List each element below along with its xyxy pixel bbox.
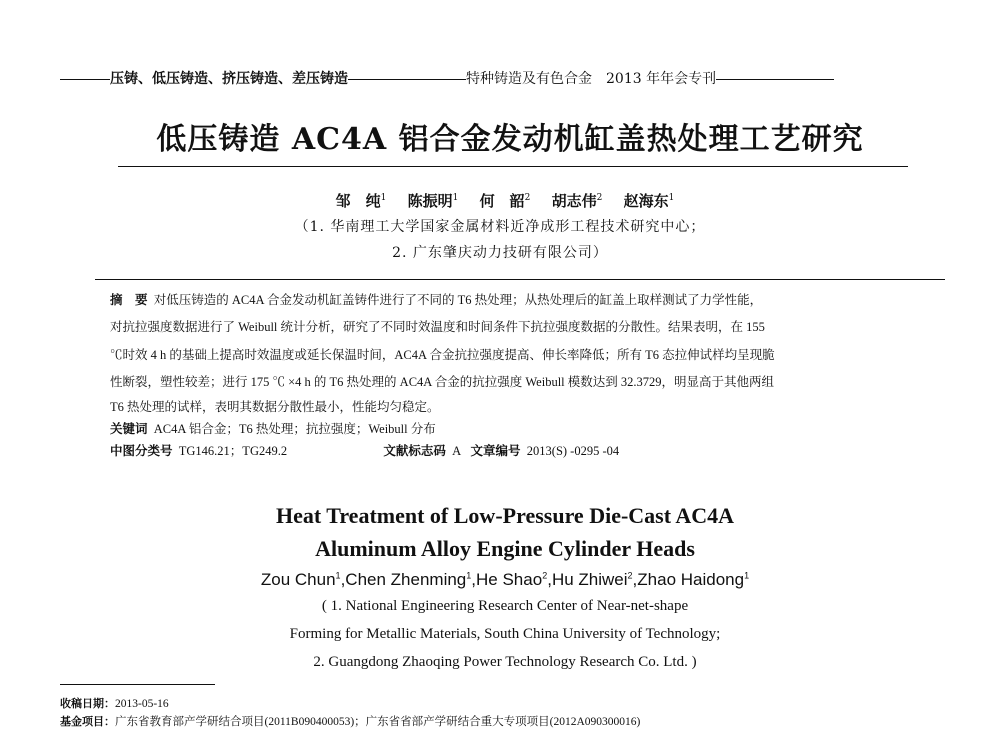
paper-title: 低压铸造 AC4A 铝合金发动机缸盖热处理工艺研究	[156, 122, 864, 157]
abstract-label: 摘 要	[110, 292, 148, 307]
english-affiliation: 2. Guangdong Zhaoqing Power Technology Research Co. Ltd. )	[313, 654, 697, 670]
english-title-line: Heat Treatment of Low-Pressure Die-Cast AC4A	[275, 503, 735, 528]
english-affiliation: Forming for Metallic Materials, South China University of Technology;	[289, 626, 721, 642]
fund-info: 基金项目：广东省教育部产学研结合项目(2011B090400053)；广东省省部产学研结合重大专项项目(2012A090300016)	[60, 715, 641, 728]
header-right: 特种铸造及有色合金 2013 年年会专刊	[466, 71, 717, 87]
keywords: 关键词 AC4A 铝合金；T6 热处理；抗拉强度；Weibull 分布	[110, 421, 436, 436]
affiliation: 2. 广东肇庆动力技研有限公司）	[392, 245, 608, 261]
abstract-line: 摘 要 对低压铸造的 AC4A 合金发动机缸盖铸件进行了不同的 T6 热处理；从热处理后的缸盖上取样测试了力学性能，	[110, 292, 763, 307]
title-rule	[118, 166, 908, 167]
abstract-line: T6 热处理的试样，表明其数据分散性最小，性能均匀稳定。	[110, 400, 440, 414]
keywords-label: 关键词	[110, 421, 148, 436]
author: 胡志伟$^2$	[551, 192, 603, 210]
classification: 中图分类号 TG146.21；TG249.2 文献标志码 A 文章编号 2013(S) -0295 -04	[110, 443, 620, 458]
author: 赵海东$^1$	[623, 192, 675, 210]
author: 陈振明$^1$	[407, 192, 459, 210]
running-header	[60, 68, 834, 88]
abstract-line: 对抗拉强度数据进行了 Weibull 统计分析，研究了不同时效温度和时间条件下抗拉强度数据的分散性。结果表明，在 155	[110, 320, 765, 334]
divider	[716, 79, 834, 80]
english-author-list: Zou Chun$^1$,Chen Zhenming$^1$,He Shao$^2$,Hu Zhiwei$^2$,Zhao Haidong$^1$	[260, 570, 750, 589]
footnote-rule	[60, 684, 215, 685]
author-list	[0, 190, 1000, 211]
divider	[60, 79, 110, 80]
section-rule	[95, 279, 945, 280]
english-title-line: Aluminum Alloy Engine Cylinder Heads	[315, 536, 695, 561]
header-left: 压铸、低压铸造、挤压铸造、差压铸造	[110, 71, 348, 87]
author: 何 韶$^2$	[479, 192, 531, 210]
abstract-line: ℃时效 4 h 的基础上提高时效温度或延长保温时间，AC4A 合金抗拉强度提高、伸长率降低；所有 T6 态拉伸试样均呈现脆	[110, 348, 775, 362]
received-date: 收稿日期：2013-05-16	[60, 697, 169, 710]
author: 邹 纯$^1$	[335, 192, 387, 210]
divider	[348, 79, 466, 80]
affiliation: （1. 华南理工大学国家金属材料近净成形工程技术研究中心；	[294, 219, 706, 235]
abstract-line: 性断裂，塑性较差；进行 175 ℃ ×4 h 的 T6 热处理的 AC4A 合金的抗拉强度 Weibull 模数达到 32.3729，明显高于其他两组	[110, 375, 775, 389]
english-affiliation: ( 1. National Engineering Research Center of Near-net-shape	[321, 598, 689, 614]
